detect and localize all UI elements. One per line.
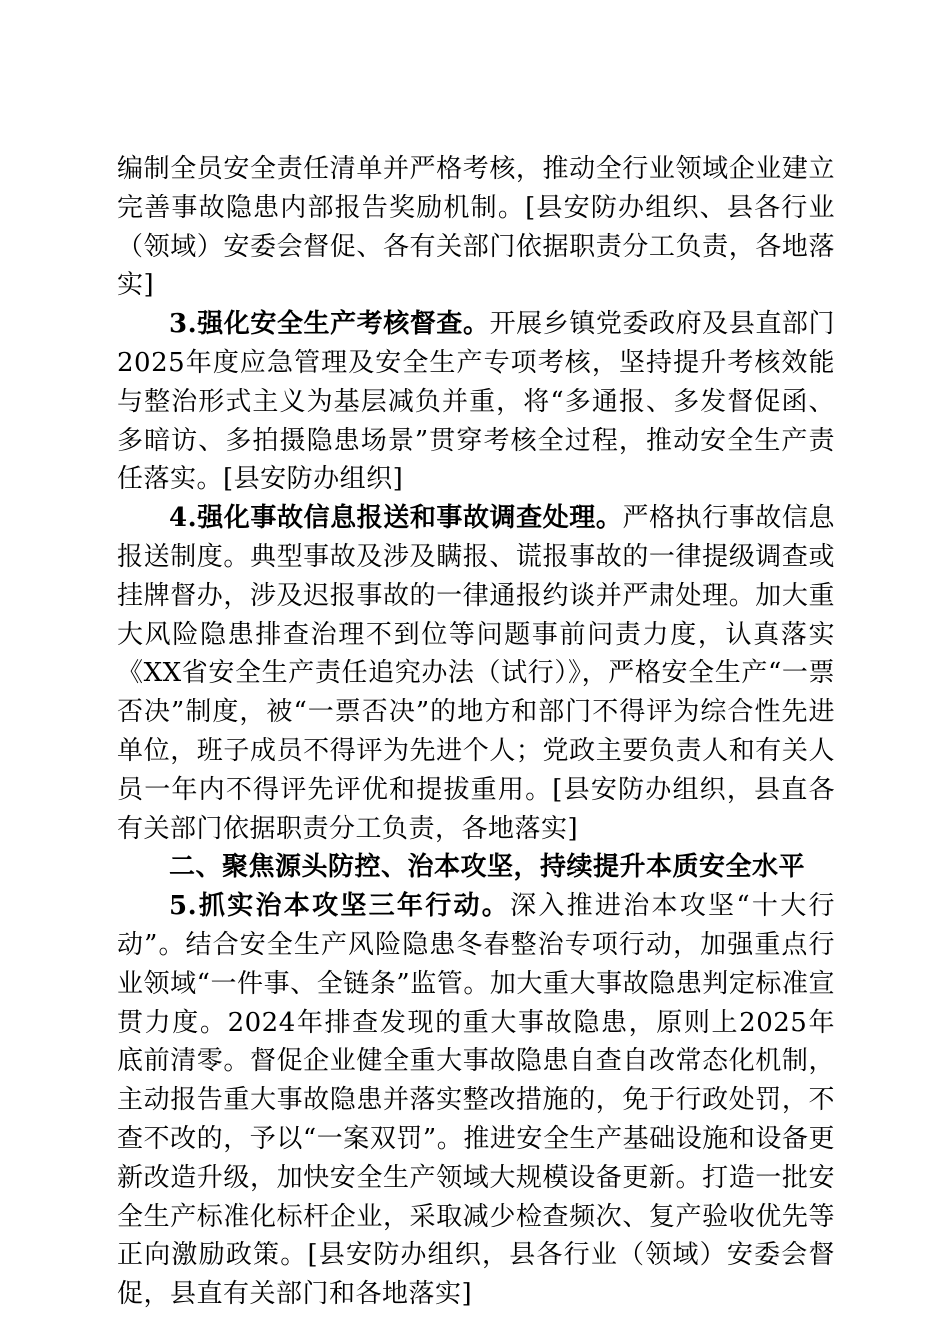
paragraph-item-5	[117, 887, 835, 1314]
item-4-text: 严格执行事故信息报送制度。典型事故及涉及瞒报、谎报事故的一律提级调查或挂牌督办，涉及迟报事故的一律通报约谈并严肃处理。加大重大风险隐患排查治理不到位等问题事前问责力度，认真落实《XX省安全生产责任追究办法（试行）》，严格安全生产“一票否决”制度，被“一票否决”的地方和部门不得评为综合性先进单位，班子成员不得评为先进个人；党政主要负责人和有关人员一年内不得评先评优和提拔重用。[县安防办组织，县直各有关部门依据职责分工负责，各地落实]	[117, 503, 835, 844]
item-4-title: 4.强化事故信息报送和事故调查处理。	[169, 503, 623, 534]
section-2-heading: 二、聚焦源头防控、治本攻坚，持续提升本质安全水平	[169, 852, 806, 883]
paragraph-item-3	[117, 305, 835, 499]
item-3-text: 开展乡镇党委政府及县直部门2025年度应急管理及安全生产专项考核，坚持提升考核效能与整治形式主义为基层减负并重，将“多通报、多发督促函、多暗访、多拍摄隐患场景”贯穿考核全过程，推动安全生产责任落实。[县安防办组织]	[117, 309, 835, 495]
paragraph-item-4	[117, 499, 835, 848]
item-5-title: 5.抓实治本攻坚三年行动。	[169, 891, 511, 922]
paragraph-text: 编制全员安全责任清单并严格考核，推动全行业领域企业建立完善事故隐患内部报告奖励机制。[县安防办组织、县各行业（领域）安委会督促、各有关部门依据职责分工负责，各地落实]	[117, 154, 835, 301]
document-page	[117, 150, 835, 1314]
paragraph-responsibility-list	[117, 150, 835, 305]
item-5-text: 深入推进治本攻坚“十大行动”。结合安全生产风险隐患冬春整治专项行动，加强重点行业领域“一件事、全链条”监管。加大重大事故隐患判定标准宣贯力度。2024年排查发现的重大事故隐患，原则上2025年底前清零。督促企业健全重大事故隐患自查自改常态化机制，主动报告重大事故隐患并落实整改措施的，免于行政处罚，不查不改的，予以“一案双罚”。推进安全生产基础设施和设备更新改造升级，加快安全生产领域大规模设备更新。打造一批安全生产标准化标杆企业，采取减少检查频次、复产验收优先等正向激励政策。[县安防办组织，县各行业（领域）安委会督促，县直有关部门和各地落实]	[117, 891, 835, 1310]
item-3-title: 3.强化安全生产考核督查。	[169, 309, 490, 340]
